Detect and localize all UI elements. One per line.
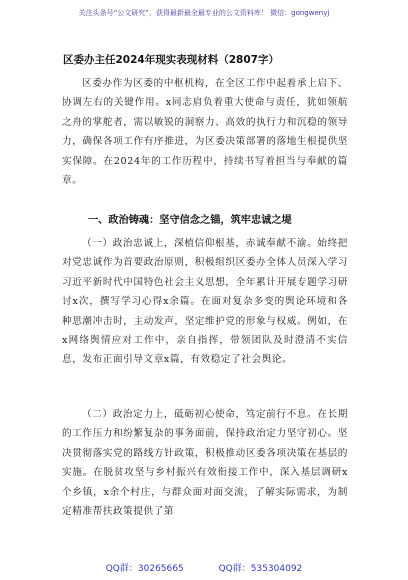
footer-qq-group-1: QQ群：30265665 [105, 564, 184, 574]
footer-qq-group-2: QQ群：535304092 [218, 564, 303, 574]
document-title: 区委办主任2024年现实表现材料（2807字） [63, 54, 279, 66]
paragraph-political-loyalty: （一）政治忠诚上，深植信仰根基，赤诚奉献不渝。始终把对党忠诚作为首要政治原则，积极组织区委办全体人员深入学习习近平新时代中国特色社会主义思想，全年累计开展专题学习研讨x次，撰写学习心得x余篇。在面对复杂多变的舆论环境和各种思潮冲击时，主动发声，坚定维护党的形象与权威。例如，在x网络舆情应对工作中，亲自指挥，带领团队及时澄清不实信息，发布正面引导文章x篇，有效稳定了社会舆论。 [62, 238, 348, 366]
header-notice: 关注头条号“公文研究”，获得最新最全最专业的公文资料库！ 微信：gongwenyj [78, 9, 330, 17]
footer-contact [0, 561, 408, 574]
intro-paragraph: 区委办作为区委的中枢机构，在全区工作中起着承上启下、协调左右的关键作用。x同志肩负着重大使命与责任，犹如领航之舟的掌舵者，需以敏锐的洞察力、高效的执行力和沉稳的领导力，确保各项工作有序推进，为区委决策部署的落地生根提供坚实保障。在2024年的工作历程中，持续书写着担当与奉献的篇章。 [62, 78, 348, 187]
paragraph-political-resolve: （二）政治定力上，砥砺初心使命，笃定前行不息。在长期的工作压力和纷繁复杂的事务面前，保持政治定力坚守初心。坚决贯彻落实党的路线方针政策，积极推动区委各项决策在基层的实施。在脱贫攻坚与乡村振兴有效衔接工作中，深入基层调研x个乡镇，x余个村庄，与群众面对面交流，了解实际需求，为制定精准帮扶政策提供了第 [62, 409, 348, 518]
section-heading: 一、政治铸魂：坚守信念之锚，筑牢忠诚之堤 [88, 215, 292, 226]
